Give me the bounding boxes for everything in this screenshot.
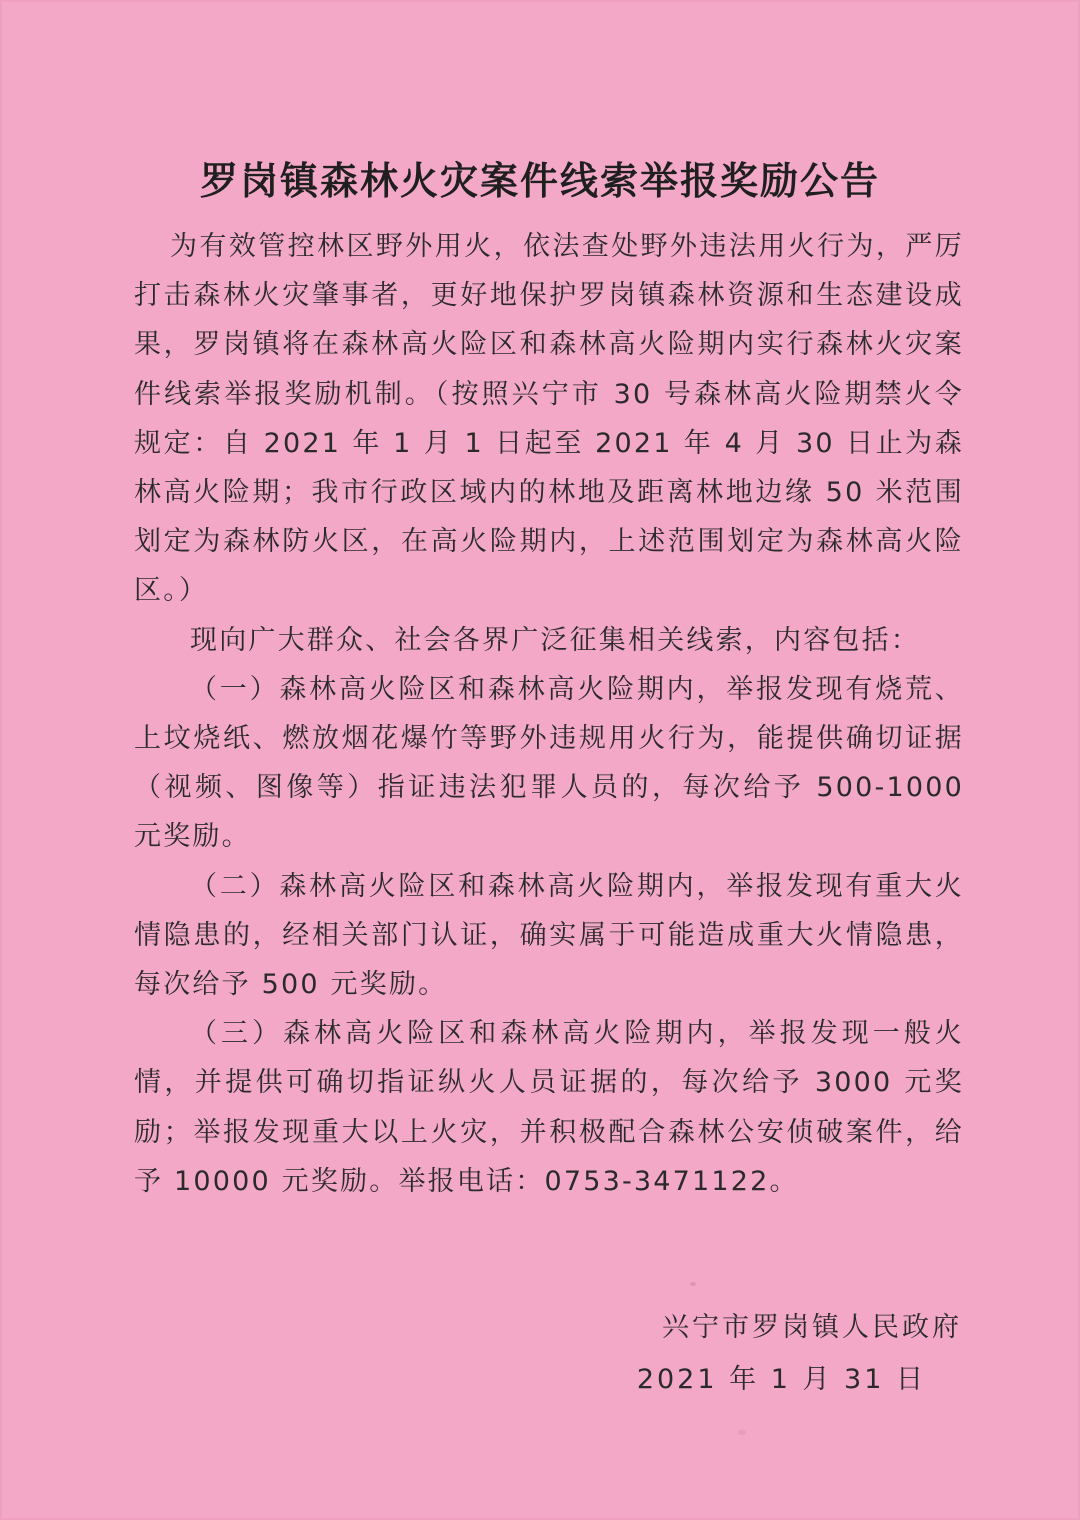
signature-block	[637, 1302, 962, 1406]
paragraph-item-2: （二）森林高火险区和森林高火险期内，举报发现有重大火情隐患的，经相关部门认证，确实属于可能造成重大火情隐患，每次给予 500 元奖励。	[134, 870, 964, 1001]
issue-date: 2021 年 1 月 31 日	[636, 1364, 926, 1395]
paragraph-item-3: （三）森林高火险区和森林高火险期内，举报发现一般火情，并提供可确切指证纵火人员证据的，每次给予 3000 元奖励；举报发现重大以上火灾，并积极配合森林公安侦破案件，给予 10000 元奖励。举报电话：0753-3471122。	[134, 1018, 964, 1197]
paper-speck	[690, 1282, 696, 1286]
document-body	[134, 222, 964, 1206]
paragraph-intro: 为有效管控林区野外用火，依法查处野外违法用火行为，严厉打击森林火灾肇事者，更好地保护罗岗镇森林资源和生态建设成果，罗岗镇将在森林高火险区和森林高火险期内实行森林火灾案件线索举报奖励机制。（按照兴宁市 30 号森林高火险期禁火令规定：自 2021 年 1 月 1 日起至 2021 年 4 月 30 日止为森林高火险期；我市行政区域内的林地及距离林地边缘 50 米范围划定为森林防火区，在高火险期内，上述范围划定为森林高火险区。）	[134, 231, 964, 607]
paragraph-call-for-clues: 现向广大群众、社会各界广泛征集相关线索，内容包括：	[190, 624, 920, 656]
document-title: 罗岗镇森林火灾案件线索举报奖励公告	[199, 158, 880, 203]
paragraph-item-1: （一）森林高火险区和森林高火险期内，举报发现有烧荒、上坟烧纸、燃放烟花爆竹等野外违规用火行为，能提供确切证据（视频、图像等）指证违法犯罪人员的，每次给予 500-1000 元奖励。	[134, 673, 964, 853]
paper-speck	[738, 1430, 746, 1435]
issuing-organization: 兴宁市罗岗镇人民政府	[662, 1312, 962, 1343]
